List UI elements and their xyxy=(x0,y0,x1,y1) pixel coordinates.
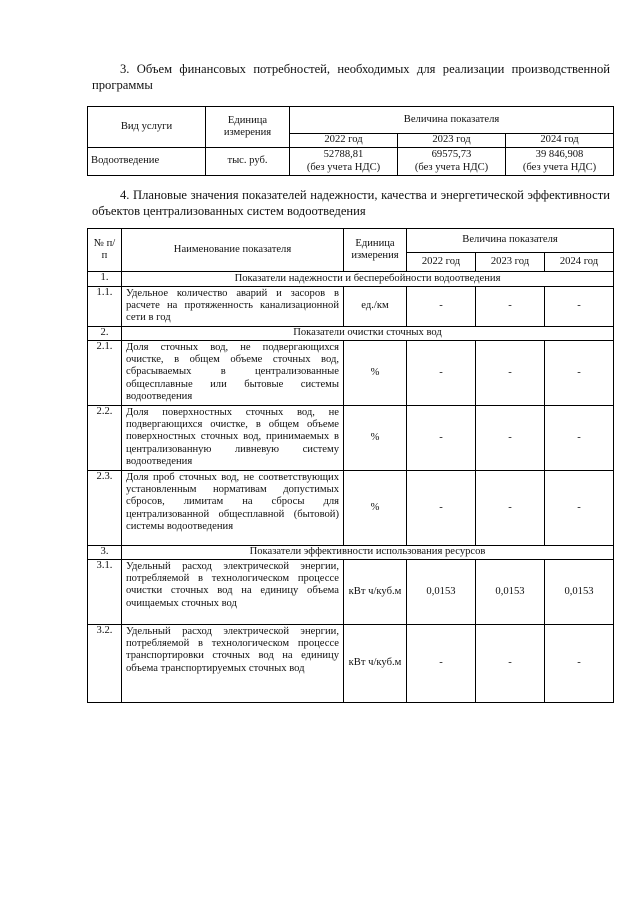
indicator-value: - xyxy=(407,287,476,327)
row-number: 3. xyxy=(88,546,122,560)
indicator-value: - xyxy=(407,341,476,406)
indicator-value: - xyxy=(407,471,476,546)
header-num: № п/п xyxy=(88,229,122,272)
indicator-name: Доля сточных вод, не подвергающихся очистке, в общем объеме сточных вод, сбрасываемых в централизованные общесплавные или бытовые системы водоотведения xyxy=(122,341,344,406)
service-value: 52788,81 (без учета НДС) xyxy=(290,148,398,176)
table-row xyxy=(88,471,614,546)
indicator-value: 0,0153 xyxy=(407,560,476,625)
table-row xyxy=(88,625,614,703)
indicator-unit: кВт ч/куб.м xyxy=(344,625,407,703)
header-name: Наименование показателя xyxy=(122,229,344,272)
section-4-paragraph: 4. Плановые значения показателей надежности, качества и энергетической эффективности объектов централизованных систем водоотведения xyxy=(92,188,610,218)
indicator-value: - xyxy=(476,287,545,327)
section-row xyxy=(88,327,614,341)
indicator-unit: % xyxy=(344,406,407,471)
header-unit: Единица измерения xyxy=(344,229,407,272)
section-row xyxy=(88,546,614,560)
header-value: Величина показателя xyxy=(407,229,614,253)
indicator-value: 0,0153 xyxy=(476,560,545,625)
row-number: 1.1. xyxy=(88,287,122,327)
header-year: 2024 год xyxy=(506,134,614,148)
table-row xyxy=(88,341,614,406)
section-3-paragraph: 3. Объем финансовых потребностей, необходимых для реализации производственной программы xyxy=(92,62,610,92)
indicator-value: - xyxy=(407,406,476,471)
section-row xyxy=(88,272,614,287)
indicator-value: - xyxy=(476,341,545,406)
service-name: Водоотведение xyxy=(88,148,206,176)
financial-needs-table xyxy=(87,106,614,176)
indicator-value: - xyxy=(545,341,614,406)
header-unit: Единица измерения xyxy=(206,107,290,148)
indicator-name: Доля поверхностных сточных вод, не подвергающихся очистке, в общем объеме поверхностных сточных вод, принимаемых в централизованную ливневую систему водоотведения xyxy=(122,406,344,471)
indicator-unit: ед./км xyxy=(344,287,407,327)
indicator-value: 0,0153 xyxy=(545,560,614,625)
indicator-value: - xyxy=(545,625,614,703)
indicator-value: - xyxy=(476,471,545,546)
header-year: 2024 год xyxy=(545,253,614,272)
table-row xyxy=(88,406,614,471)
row-number: 3.1. xyxy=(88,560,122,625)
row-number: 1. xyxy=(88,272,122,287)
section-title: Показатели эффективности использования ресурсов xyxy=(122,546,614,560)
row-number: 2.1. xyxy=(88,341,122,406)
indicator-value: - xyxy=(476,406,545,471)
row-number: 2.3. xyxy=(88,471,122,546)
indicator-name: Удельный расход электрической энергии, потребляемой в технологическом процессе очистки сточных вод на единицу объема очищаемых сточных вод xyxy=(122,560,344,625)
indicator-unit: % xyxy=(344,341,407,406)
indicator-unit: кВт ч/куб.м xyxy=(344,560,407,625)
header-value: Величина показателя xyxy=(290,107,614,134)
indicator-name: Доля проб сточных вод, не соответствующих установленным нормативам допустимых сбросов, лимитам на сбросы для централизованной общесплавной (бытовой) системы водоотведения xyxy=(122,471,344,546)
service-value: 39 846,908 (без учета НДС) xyxy=(506,148,614,176)
header-year: 2023 год xyxy=(398,134,506,148)
indicator-value: - xyxy=(407,625,476,703)
service-value: 69575,73 (без учета НДС) xyxy=(398,148,506,176)
header-year: 2022 год xyxy=(407,253,476,272)
indicator-name: Удельный расход электрической энергии, потребляемой в технологическом процессе транспортировки сточных вод на единицу объема транспортируемых сточных вод xyxy=(122,625,344,703)
indicator-value: - xyxy=(476,625,545,703)
header-year: 2023 год xyxy=(476,253,545,272)
indicator-value: - xyxy=(545,471,614,546)
header-service: Вид услуги xyxy=(88,107,206,148)
row-number: 2.2. xyxy=(88,406,122,471)
table-row xyxy=(88,560,614,625)
service-unit: тыс. руб. xyxy=(206,148,290,176)
section-title: Показатели надежности и бесперебойности водоотведения xyxy=(122,272,614,287)
indicators-table xyxy=(87,228,614,703)
indicator-unit: % xyxy=(344,471,407,546)
header-year: 2022 год xyxy=(290,134,398,148)
indicator-value: - xyxy=(545,406,614,471)
indicator-name: Удельное количество аварий и засоров в расчете на протяженность канализационной сети в год xyxy=(122,287,344,327)
indicator-value: - xyxy=(545,287,614,327)
table-row xyxy=(88,287,614,327)
section-title: Показатели очистки сточных вод xyxy=(122,327,614,341)
row-number: 2. xyxy=(88,327,122,341)
row-number: 3.2. xyxy=(88,625,122,703)
